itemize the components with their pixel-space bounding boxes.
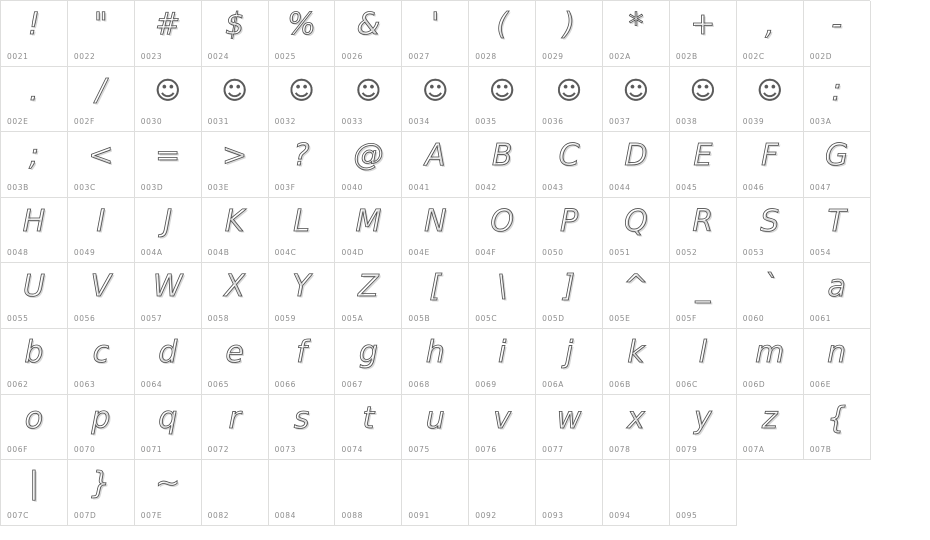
glyph-cell[interactable] [804,263,871,329]
glyph-code-label: 0036 [542,117,564,127]
glyph-cell[interactable] [603,67,670,133]
glyph-preview: Z [358,269,379,305]
glyph-code-label: 002B [675,51,698,61]
glyph-preview: ☺ [288,76,315,106]
glyph-preview: R [692,203,714,239]
glyph-preview: J [163,203,173,239]
glyph-cell[interactable] [335,198,402,264]
glyph-cell[interactable] [202,329,269,395]
glyph-cell[interactable] [335,67,402,133]
glyph-code-label: 0040 [341,182,363,192]
glyph-cell[interactable] [202,1,269,67]
glyph-code-label: 0062 [7,379,29,389]
glyph-code-label: 005F [675,313,697,323]
glyph-code-label: 0044 [609,182,631,192]
glyph-preview: G [825,138,849,174]
glyph-preview: a [827,269,846,305]
glyph-cell[interactable] [737,1,804,67]
glyph-preview: A [425,138,446,174]
glyph-cell[interactable] [603,329,670,395]
glyph-cell[interactable] [469,1,536,67]
glyph-cell[interactable] [335,132,402,198]
glyph-preview: D [624,138,648,174]
glyph-cell[interactable] [804,132,871,198]
glyph-code-label: 0058 [207,313,230,323]
glyph-code-label: 004A [140,248,163,258]
glyph-code-label: 0088 [341,510,363,520]
glyph-code-label: 0065 [207,379,230,389]
glyph-code-label: 0068 [408,379,430,389]
glyph-cell[interactable] [135,198,202,264]
glyph-cell[interactable] [670,263,737,329]
glyph-code-label: 004D [341,248,364,258]
glyph-code-label: 0035 [475,117,497,127]
glyph-cell[interactable] [68,460,135,526]
glyph-cell[interactable] [269,329,336,395]
glyph-preview: t [362,400,375,436]
glyph-code-label: 0063 [73,379,96,389]
glyph-preview: ] [563,269,575,305]
glyph-cell[interactable] [402,198,469,264]
glyph-cell[interactable] [670,198,737,264]
glyph-preview: < [88,138,114,174]
glyph-code-label: 0057 [140,313,163,323]
glyph-preview: ^ [623,269,649,305]
glyph-code-label: 0024 [207,51,230,61]
glyph-code-label: 0043 [542,182,564,192]
glyph-code-label: 006E [809,379,832,389]
glyph-cell[interactable] [536,395,603,461]
glyph-preview: | [28,466,39,502]
glyph-cell[interactable] [737,329,804,395]
glyph-cell[interactable] [269,395,336,461]
glyph-preview: ( [496,7,509,42]
glyph-cell[interactable] [670,132,737,198]
glyph-cell[interactable] [135,132,202,198]
glyph-cell[interactable] [202,263,269,329]
glyph-code-label: 0031 [207,117,230,127]
glyph-code-label: 0038 [675,117,698,127]
glyph-cell[interactable] [603,263,670,329]
glyph-code-label: 006D [742,379,766,389]
glyph-preview: , [764,7,775,42]
glyph-preview: _ [695,269,711,305]
glyph-code-label: 0021 [7,51,29,61]
glyph-code-label: 0094 [609,510,631,520]
glyph-code-label: 0082 [207,510,230,520]
glyph-code-label: 0075 [408,445,430,455]
glyph-preview: ☺ [221,76,248,106]
glyph-preview: o [24,400,44,436]
glyph-cell[interactable] [402,132,469,198]
glyph-cell[interactable] [269,67,336,133]
glyph-cell[interactable] [1,198,68,264]
glyph-code-label: 003C [73,182,96,192]
glyph-cell[interactable] [402,329,469,395]
glyph-preview: W [152,269,183,305]
glyph-preview: - [831,7,843,42]
glyph-code-label: 003B [7,182,29,192]
glyph-code-label: 0049 [73,248,96,258]
glyph-cell[interactable] [402,460,469,526]
glyph-preview: E [693,138,713,174]
glyph-code-label: 0070 [73,445,96,455]
glyph-code-label: 0032 [274,117,297,127]
glyph-cell[interactable] [402,1,469,67]
glyph-code-label: 007C [7,510,29,520]
glyph-preview: L [293,203,310,239]
glyph-preview: f [296,334,307,370]
glyph-code-label: 002E [7,117,29,127]
glyph-cell[interactable] [335,460,402,526]
glyph-cell[interactable] [202,67,269,133]
glyph-code-label: 007D [73,510,97,520]
glyph-cell[interactable] [269,460,336,526]
glyph-preview: " [93,7,108,42]
glyph-code-label: 004C [274,248,297,258]
glyph-code-label: 0054 [809,248,832,258]
glyph-preview: . [29,72,39,108]
glyph-code-label: 004B [207,248,230,258]
glyph-cell[interactable] [202,460,269,526]
glyph-preview: { [827,400,847,436]
glyph-code-label: 0028 [475,51,497,61]
glyph-preview: Q [624,203,648,239]
glyph-cell[interactable] [737,263,804,329]
glyph-preview: @ [353,138,384,174]
glyph-code-label: 007B [809,445,832,455]
glyph-preview: H [22,203,46,239]
glyph-cell[interactable] [135,67,202,133]
glyph-cell[interactable] [68,132,135,198]
glyph-preview: K [224,203,245,239]
glyph-code-label: 002C [742,51,765,61]
glyph-preview: / [95,72,106,108]
glyph-code-label: 005B [408,313,431,323]
glyph-code-label: 002D [809,51,833,61]
glyph-code-label: 0052 [675,248,698,258]
glyph-cell[interactable] [335,1,402,67]
glyph-preview: Y [292,269,311,305]
glyph-cell[interactable] [469,460,536,526]
glyph-code-label: 006A [542,379,564,389]
glyph-code-label: 0026 [341,51,363,61]
glyph-preview: = [155,138,181,174]
glyph-cell[interactable] [68,329,135,395]
glyph-code-label: 004F [475,248,497,258]
glyph-code-label: 0048 [7,248,29,258]
glyph-cell[interactable] [335,263,402,329]
glyph-code-label: 0047 [809,182,832,192]
glyph-cell[interactable] [603,460,670,526]
glyph-cell[interactable] [536,263,603,329]
glyph-cell[interactable] [269,1,336,67]
glyph-preview: i [498,334,507,370]
glyph-preview: X [224,269,245,305]
glyph-code-label: 0074 [341,445,363,455]
glyph-cell[interactable] [536,132,603,198]
glyph-preview: U [22,269,45,305]
glyph-preview: r [228,400,241,436]
glyph-code-label: 002A [609,51,631,61]
glyph-code-label: 0060 [742,313,765,323]
glyph-code-label: 0045 [675,182,698,192]
glyph-code-label: 003E [207,182,230,192]
glyph-code-label: 0042 [475,182,497,192]
glyph-cell[interactable] [469,67,536,133]
glyph-code-label: 0084 [274,510,297,520]
glyph-cell[interactable] [469,132,536,198]
glyph-code-label: 005D [542,313,565,323]
glyph-cell[interactable] [469,329,536,395]
glyph-cell[interactable] [670,1,737,67]
glyph-code-label: 0053 [742,248,765,258]
glyph-cell[interactable] [1,460,68,526]
glyph-cell[interactable] [68,67,135,133]
glyph-cell[interactable] [135,395,202,461]
glyph-code-label: 0076 [475,445,497,455]
glyph-preview: ☺ [556,76,583,106]
glyph-cell[interactable] [1,329,68,395]
glyph-cell[interactable] [1,1,68,67]
glyph-code-label: 003F [274,182,296,192]
glyph-cell[interactable] [135,329,202,395]
glyph-preview: $ [225,7,245,42]
glyph-preview: ) [563,7,575,42]
glyph-preview: F [761,138,779,174]
glyph-preview: > [222,138,248,174]
glyph-code-label: 0030 [140,117,163,127]
glyph-cell[interactable] [603,132,670,198]
glyph-preview: N [424,203,447,239]
glyph-code-label: 0056 [73,313,96,323]
glyph-preview: ☺ [422,76,449,106]
glyph-code-label: 0037 [609,117,631,127]
glyph-preview: ☺ [622,76,649,106]
glyph-code-label: 0025 [274,51,297,61]
glyph-cell[interactable] [135,1,202,67]
glyph-code-label: 0059 [274,313,297,323]
glyph-preview: l [698,334,708,370]
glyph-cell[interactable] [1,395,68,461]
glyph-code-label: 0093 [542,510,564,520]
glyph-code-label: 0092 [475,510,497,520]
glyph-code-label: 0064 [140,379,163,389]
glyph-preview: q [158,400,178,436]
glyph-cell[interactable] [737,132,804,198]
glyph-code-label: 0023 [140,51,163,61]
glyph-cell[interactable] [536,329,603,395]
glyph-code-label: 0051 [609,248,631,258]
glyph-preview: h [425,334,445,370]
glyph-preview: % [287,7,316,42]
glyph-preview: z [761,400,778,436]
glyph-cell[interactable] [603,198,670,264]
glyph-code-label: 0033 [341,117,363,127]
glyph-cell[interactable] [670,460,737,526]
glyph-preview: m [755,334,785,370]
glyph-cell[interactable] [737,67,804,133]
glyph-preview: & [356,7,381,42]
glyph-preview: ☺ [489,76,516,106]
glyph-code-label: 006C [675,379,698,389]
glyph-code-label: 0077 [542,445,564,455]
glyph-preview: u [425,400,445,436]
glyph-code-label: 0071 [140,445,163,455]
glyph-code-label: 0061 [809,313,832,323]
glyph-cell[interactable] [603,1,670,67]
glyph-code-label: 005E [609,313,631,323]
glyph-preview: v [493,400,512,436]
glyph-code-label: 002F [73,117,95,127]
glyph-code-label: 0050 [542,248,564,258]
glyph-code-label: 005A [341,313,364,323]
glyph-code-label: 004E [408,248,430,258]
glyph-cell[interactable] [804,395,871,461]
glyph-code-label: 0066 [274,379,297,389]
glyph-code-label: 0072 [207,445,230,455]
glyph-cell[interactable] [269,198,336,264]
glyph-cell[interactable] [603,395,670,461]
glyph-preview: e [225,334,244,370]
glyph-preview: B [491,138,513,174]
glyph-preview: ☺ [756,76,783,106]
glyph-cell[interactable] [202,198,269,264]
glyph-code-label: 0091 [408,510,430,520]
glyph-code-label: 0055 [7,313,29,323]
glyph-preview: ☺ [154,76,181,106]
glyph-cell[interactable] [469,263,536,329]
glyph-preview: d [158,334,178,370]
glyph-code-label: 003A [809,117,832,127]
glyph-cell[interactable] [536,67,603,133]
glyph-cell[interactable] [1,263,68,329]
glyph-preview: k [627,334,645,370]
glyph-preview: \ [497,269,508,305]
glyph-cell[interactable] [670,395,737,461]
glyph-cell[interactable] [68,198,135,264]
glyph-preview: n [827,334,847,370]
glyph-preview: s [293,400,310,436]
glyph-preview: ? [293,138,310,174]
glyph-preview: ☺ [355,76,382,106]
glyph-preview: g [358,334,378,370]
glyph-preview: # [155,7,181,42]
glyph-preview: * [628,7,644,42]
glyph-preview: x [627,400,645,436]
glyph-preview: T [827,203,846,239]
glyph-cell[interactable] [804,67,871,133]
glyph-preview: j [564,334,574,370]
glyph-preview: M [355,203,382,239]
glyph-preview: c [92,334,110,370]
glyph-cell[interactable] [202,395,269,461]
glyph-cell[interactable] [402,263,469,329]
glyph-preview: ☺ [689,76,716,106]
glyph-code-label: 006B [609,379,631,389]
glyph-cell[interactable] [670,329,737,395]
glyph-cell[interactable] [737,395,804,461]
glyph-cell[interactable] [335,395,402,461]
glyph-code-label: 0046 [742,182,765,192]
glyph-cell[interactable] [804,1,871,67]
glyph-preview: w [556,400,582,436]
glyph-cell[interactable] [737,198,804,264]
glyph-cell[interactable] [536,1,603,67]
glyph-code-label: 0067 [341,379,363,389]
glyph-code-label: 0027 [408,51,430,61]
glyph-preview: : [831,72,842,108]
glyph-preview: ; [28,138,39,174]
glyph-code-label: 0095 [675,510,698,520]
glyph-cell[interactable] [335,329,402,395]
glyph-cell[interactable] [68,263,135,329]
glyph-preview: P [560,203,579,239]
glyph-preview: I [96,203,106,239]
glyph-preview: ! [27,7,40,42]
glyph-code-label: 0069 [475,379,497,389]
glyph-code-label: 003D [140,182,164,192]
glyph-cell[interactable] [402,395,469,461]
glyph-preview: S [760,203,780,239]
glyph-code-label: 006F [7,445,29,455]
glyph-cell[interactable] [536,460,603,526]
glyph-cell[interactable] [536,198,603,264]
glyph-code-label: 0041 [408,182,430,192]
glyph-preview: ~ [155,466,181,502]
glyph-preview: ` [762,269,778,305]
glyph-cell[interactable] [670,67,737,133]
glyph-cell[interactable] [68,1,135,67]
glyph-cell[interactable] [1,67,68,133]
glyph-preview: + [690,7,716,42]
glyph-preview: V [90,269,112,305]
glyph-preview: C [558,138,580,174]
glyph-code-label: 0039 [742,117,765,127]
glyph-cell[interactable] [135,263,202,329]
glyph-code-label: 0022 [73,51,96,61]
glyph-cell[interactable] [804,198,871,264]
glyph-cell[interactable] [269,132,336,198]
glyph-preview: O [490,203,514,239]
glyph-code-label: 0029 [542,51,564,61]
glyph-preview: [ [429,269,442,305]
glyph-cell[interactable] [804,329,871,395]
glyph-cell[interactable] [1,132,68,198]
glyph-code-label: 0079 [675,445,698,455]
glyph-preview: b [24,334,44,370]
glyph-cell[interactable] [135,460,202,526]
glyph-code-label: 0073 [274,445,297,455]
glyph-cell[interactable] [469,198,536,264]
glyph-preview: y [693,400,712,436]
glyph-cell[interactable] [202,132,269,198]
glyph-preview: } [91,466,111,502]
glyph-code-label: 0078 [609,445,631,455]
glyph-cell[interactable] [68,395,135,461]
glyph-cell[interactable] [269,263,336,329]
glyph-code-label: 007E [140,510,163,520]
glyph-preview: p [91,400,111,436]
glyph-code-label: 0034 [408,117,430,127]
glyph-cell[interactable] [402,67,469,133]
glyph-cell[interactable] [469,395,536,461]
glyph-code-label: 005C [475,313,498,323]
glyph-code-label: 007A [742,445,765,455]
glyph-preview: ' [431,7,440,42]
